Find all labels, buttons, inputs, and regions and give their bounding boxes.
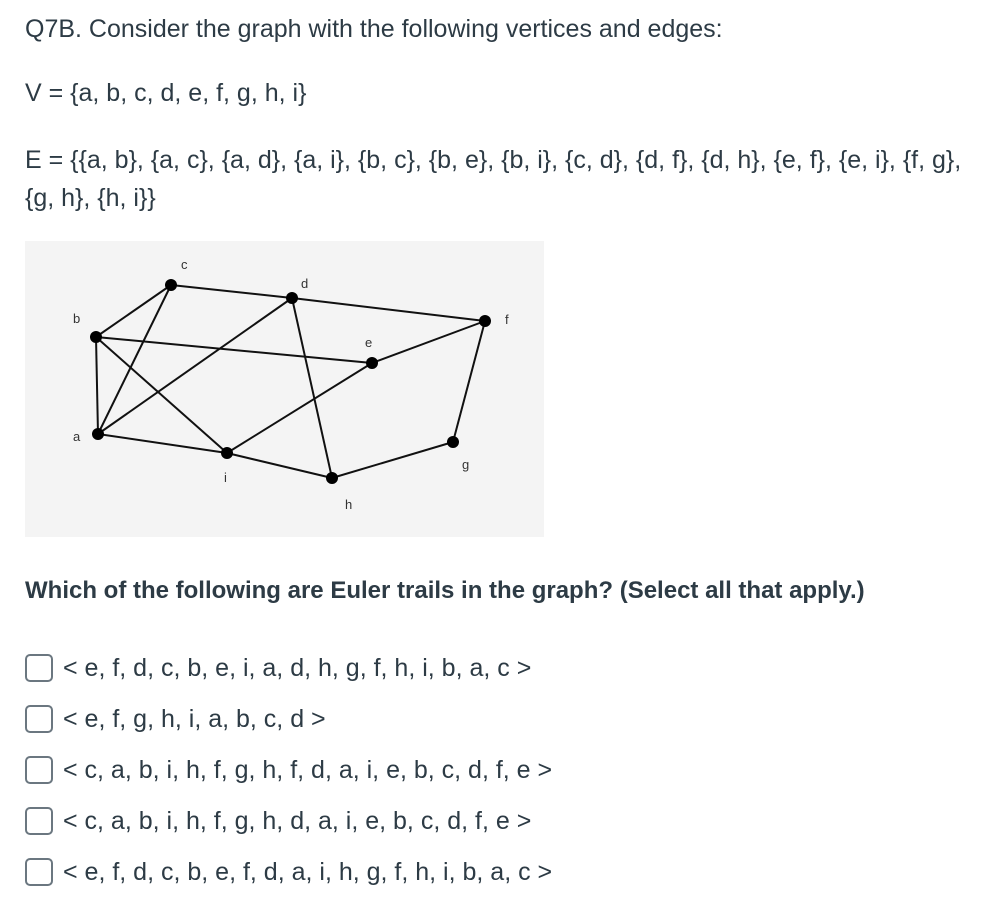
answer-label-4[interactable]: < c, a, b, i, h, f, g, h, d, a, i, e, b, c, d, f, e > xyxy=(63,806,532,835)
graph-vertex-d xyxy=(286,292,298,304)
answer-checkbox-4[interactable] xyxy=(25,807,53,835)
answer-option-3[interactable] xyxy=(25,744,552,795)
graph-vertex-label-i: i xyxy=(224,470,227,485)
graph-vertex-label-f: f xyxy=(505,312,509,327)
graph-edge-e-i xyxy=(227,363,372,453)
graph-vertex-b xyxy=(90,331,102,343)
graph-edge-b-c xyxy=(96,285,171,337)
answer-option-1[interactable] xyxy=(25,642,552,693)
graph-edge-c-d xyxy=(171,285,292,298)
question-prompt: Which of the following are Euler trails in the graph? (Select all that apply.) xyxy=(25,577,865,604)
answer-option-4[interactable] xyxy=(25,795,552,846)
graph-vertex-c xyxy=(165,279,177,291)
graph-edge-g-h xyxy=(332,442,453,478)
graph-edge-e-f xyxy=(372,321,485,363)
graph-edge-a-b xyxy=(96,337,98,434)
graph-edge-a-d xyxy=(98,298,292,434)
graph-edge-a-c xyxy=(98,285,171,434)
answer-label-2[interactable]: < e, f, g, h, i, a, b, c, d > xyxy=(63,704,326,733)
answer-checkbox-2[interactable] xyxy=(25,705,53,733)
graph-vertex-f xyxy=(479,315,491,327)
graph-vertex-a xyxy=(92,428,104,440)
question-title: Q7B. Consider the graph with the following vertices and edges: xyxy=(25,15,723,43)
graph-svg xyxy=(25,241,544,537)
answer-checkbox-5[interactable] xyxy=(25,858,53,886)
graph-vertex-label-g: g xyxy=(462,457,470,472)
graph-vertex-label-d: d xyxy=(301,276,309,291)
graph-vertex-i xyxy=(221,447,233,459)
graph-vertices xyxy=(90,279,491,484)
answer-option-2[interactable] xyxy=(25,693,552,744)
graph-vertex-label-b: b xyxy=(73,311,81,326)
graph-vertex-label-a: a xyxy=(73,429,81,444)
answer-checkbox-3[interactable] xyxy=(25,756,53,784)
answer-label-5[interactable]: < e, f, d, c, b, e, f, d, a, i, h, g, f, h, i, b, a, c > xyxy=(63,857,553,886)
graph-edge-f-g xyxy=(453,321,485,442)
answer-options xyxy=(25,642,552,897)
graph-edge-d-h xyxy=(292,298,332,478)
answer-option-5[interactable] xyxy=(25,846,552,897)
graph-vertex-h xyxy=(326,472,338,484)
graph-figure xyxy=(25,241,544,537)
answer-label-3[interactable]: < c, a, b, i, h, f, g, h, f, d, a, i, e, b, c, d, f, e > xyxy=(63,755,553,784)
answer-checkbox-1[interactable] xyxy=(25,654,53,682)
graph-vertex-label-e: e xyxy=(365,335,373,350)
graph-edge-b-e xyxy=(96,337,372,363)
graph-vertex-label-c: c xyxy=(181,257,188,272)
vertex-set-text: V = {a, b, c, d, e, f, g, h, i} xyxy=(25,79,307,107)
graph-vertex-e xyxy=(366,357,378,369)
graph-vertex-label-h: h xyxy=(345,497,353,512)
answer-label-1[interactable]: < e, f, d, c, b, e, i, a, d, h, g, f, h, i, b, a, c > xyxy=(63,653,532,682)
edge-set-text: E = {{a, b}, {a, c}, {a, d}, {a, i}, {b, c}, {b, e}, {b, i}, {c, d}, {d, f}, {d, h}, {e, f}, {e, i}, {f, g}, {g, h}, {h, i}} xyxy=(25,146,962,212)
graph-edge-h-i xyxy=(227,453,332,478)
graph-edges xyxy=(96,285,485,478)
graph-edge-d-f xyxy=(292,298,485,321)
graph-vertex-g xyxy=(447,436,459,448)
